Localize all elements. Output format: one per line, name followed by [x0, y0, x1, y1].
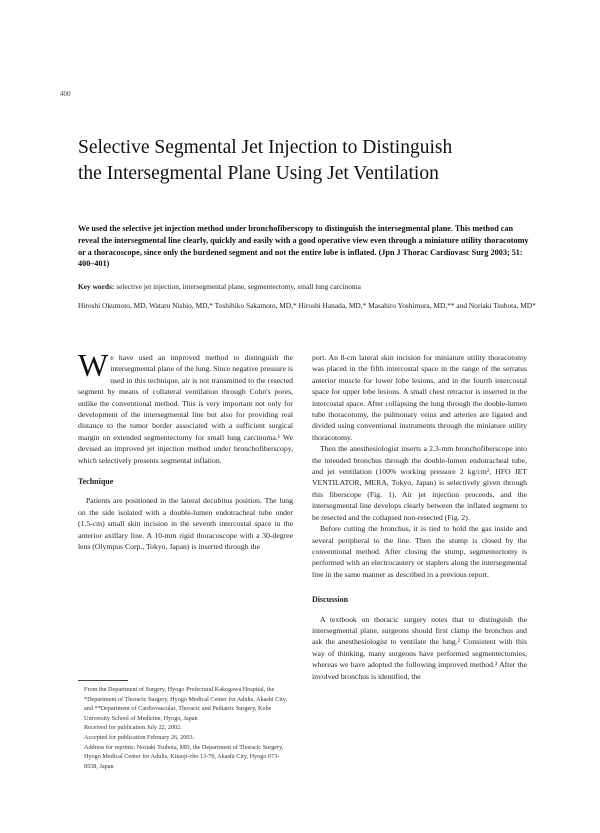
drop-cap: W: [78, 347, 109, 383]
technique-heading: Technique: [78, 477, 114, 487]
affiliation-footnote: From the Department of Surgery, Hyogo Prefectural Kakogawa Hospital, the *Department of Thoracic Surgery, Hyogo Medical Center for Adults, Akashi City, and **Department of Cardiovascular, Thoracic and Pediatric Surgery, Kobe University School of Medicine, Hyogo, Japan: [84, 686, 287, 722]
discussion-heading: Discussion: [312, 595, 349, 605]
received-date: Received for publication July 22, 2002.: [84, 724, 182, 732]
footnote-rule: [78, 680, 128, 681]
keywords-text: selective jet injection, intersegmental plane, segmentectomy, small lung carcinoma: [114, 282, 361, 291]
title-line-1: Selective Segmental Jet Injection to Distinguish: [78, 137, 453, 158]
abstract: We used the selective jet injection method under bronchofiberscopy to distinguish the intersegmental plane. This method can reveal the intersegmental line clearly, quickly and easily with a good operative view even through a miniature utility thoracotomy or a thoracoscope, since only the burdened segment and not the entire lobe is inflated. (Jpn J Thorac Cardiovasc Surg 2003; 51: 400–401): [78, 224, 529, 269]
reprint-address: Address for reprints: Noriaki Tsubota, MD, the Department of Thoracic Surgery, Hyogo Medical Center for Adults, Kitaoji-cho 13-70, Akashi City, Hyogo 673-8558, Japan: [84, 743, 284, 770]
footnotes: [78, 685, 293, 771]
intro-paragraph: [78, 347, 293, 466]
author-list: Hiroshi Okumoto, MD, Wataru Nishio, MD,* Toshihiko Sakamoto, MD,* Hiroshi Hanada, MD,* Masahiro Yoshimura, MD,** and Noriaki Tsubota, MD*: [78, 301, 536, 310]
technique-closure-paragraph: Before cutting the bronchus, it is tied to hold the gas inside and several peripheral to the line. Then the stump is closed by the conventional method. After closing the stump, segmentectomy is performed with an electrocautery or staplers along the intersegmental line in the same manner as described in a previous report.: [312, 524, 527, 579]
technique-jet-paragraph: Then the anesthesiologist inserts a 2.3-mm bronchofiberscope into the intended bronchus through the double-lumen endotracheal tube, and jet ventilation (100% working pressure 2 kg/cm², HFO JET VENTILATOR, MERA, Tokyo, Japan) is selectively given through this fiberscope (Fig. 1). Air jet injection proceeds, and the intersegmental line develops clearly between the inflated segment to be resected and the collapsed non-resected (Fig. 2).: [312, 444, 527, 522]
left-column: [78, 347, 293, 553]
intro-text: e have used an improved method to distinguish the intersegmental plane of the lung. Since negative pressure is used in this technique, air is not transmitted to the resected segment by means of collateral ventilation through Cohn's pores, unlike the conventional method. This is very important not only for development of the intersegmental line but also for providing real distance to the tumor border associated with a sufficient surgical margin on extended segmentectomy for small lung carcinoma.¹ We devised an improved jet injection method under bronchofiberscopy, which selectively presents segmental inflation.: [78, 353, 293, 465]
article-title: [78, 135, 558, 187]
keywords-label: Key words:: [78, 282, 115, 291]
title-line-2: the Intersegmental Plane Using Jet Ventilation: [78, 163, 439, 184]
technique-continued: port. An 8-cm lateral skin incision for miniature utility thoracotomy was placed in the fifth intercostal space in the range of the serratus anterior muscle for lower lobe lesions, and in the fourth intercostal space for upper lobe lesions. A small chest retractor is inserted in the intercostal space. After collapsing the lung through the double-lumen tube thoracotomy, the pulmonary veins and arteries are ligated and divided using conventional instruments through the miniature utility thoracotomy.: [312, 353, 527, 442]
right-column: [312, 352, 527, 682]
accepted-date: Accepted for publication February 26, 2003.: [84, 733, 195, 741]
page-number: 400: [60, 90, 71, 98]
discussion-paragraph: A textbook on thoracic surgery notes that to distinguish the intersegmental plane, surgeons should first clamp the bronchus and ask the anesthesiologist to ventilate the lung.² Consistent with this way of thinking, many surgeons have performed segmentectomies, whereas we have adopted the following improved method.³ After the involved bronchus is identified, the: [312, 614, 527, 681]
technique-paragraph: Patients are positioned in the lateral decubitus position. The lung on the side isolated with a double-lumen endotracheal tube under (1.5-cm) small skin incision in the seventh intercostal space in the anterior axillary line. A 10-mm rigid thoracoscope with a 30-degree lens (Olympus Corp., Tokyo, Japan) is inserted through the: [78, 496, 293, 552]
keywords: [78, 281, 538, 292]
